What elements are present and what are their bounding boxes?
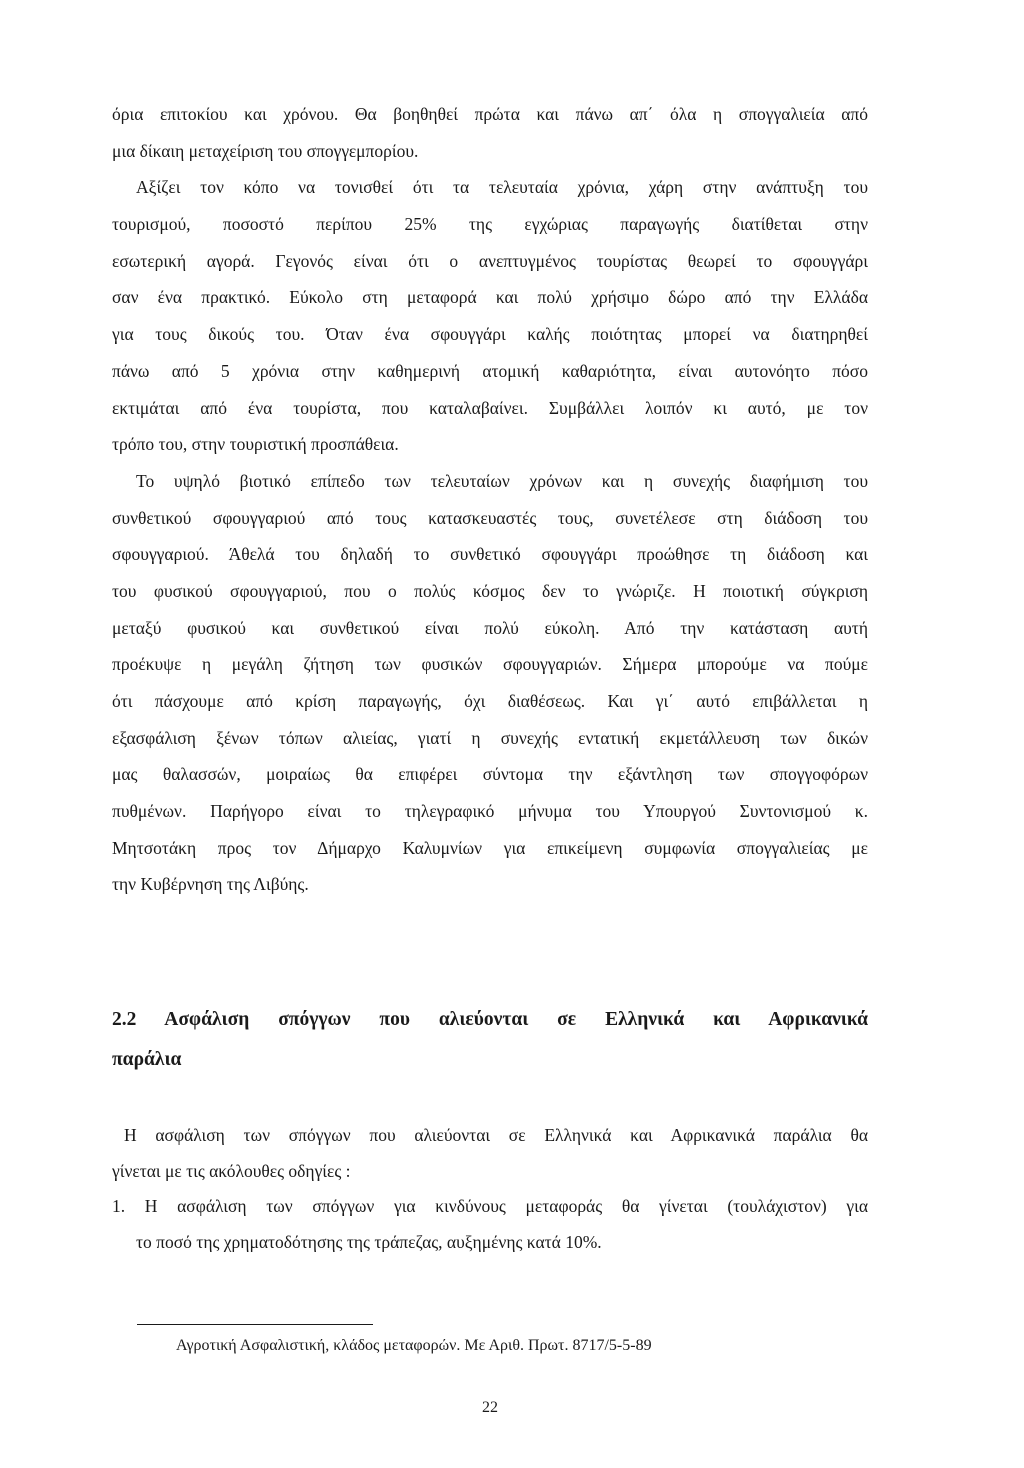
- body-line-21: Μητσοτάκη προς τον Δήμαρχο Καλυμνίων για επικείμενη συμφωνία σπογγαλιείας με: [112, 837, 868, 858]
- body-line-14: του φυσικού σφουγγαριού, που ο πολύς κόσμος δεν το γνώριζε. Η ποιοτική σύγκριση: [112, 580, 868, 601]
- section-line-3: 1. Η ασφάλιση των σπόγγων για κινδύνους μεταφοράς θα γίνεται (τουλάχιστον) για: [112, 1196, 868, 1216]
- body-line-7: για τους δικούς του. Όταν ένα σφουγγάρι καλής ποιότητας μπορεί να διατηρηθεί: [112, 324, 868, 345]
- section-line-1: Η ασφάλιση των σπόγγων που αλιεύονται σε Ελληνικά και Αφρικανικά παράλια θα: [124, 1125, 868, 1145]
- body-line-4: τουρισμού, ποσοστό περίπου 25% της εγχώριας παραγωγής διατίθεται στην: [112, 214, 868, 235]
- body-line-2: μια δίκαιη μεταχείριση του σπογγεμπορίου.: [112, 140, 419, 161]
- section-heading-line-2: παράλια: [112, 1049, 182, 1070]
- body-line-22: την Κυβέρνηση της Λιβύης.: [112, 874, 309, 895]
- body-line-12: συνθετικού σφουγγαριού από τους κατασκευαστές τους, συνετέλεσε στη διάδοση του: [112, 507, 868, 528]
- section-heading: [112, 1000, 868, 1080]
- section-line-2: γίνεται με τις ακόλουθες οδηγίες :: [112, 1160, 351, 1181]
- body-line-10: τρόπο του, στην τουριστική προσπάθεια.: [112, 434, 399, 455]
- body-line-5: εσωτερική αγορά. Γεγονός είναι ότι ο ανεπτυγμένος τουρίστας θεωρεί το σφουγγάρι: [112, 250, 868, 271]
- body-line-13: σφουγγαριού. Άθελά του δηλαδή το συνθετικό σφουγγάρι προώθησε τη διάδοση και: [112, 544, 868, 565]
- body-line-16: προέκυψε η μεγάλη ζήτηση των φυσικών σφουγγαριών. Σήμερα μπορούμε να πούμε: [112, 654, 868, 675]
- section-line-4: το ποσό της χρηματοδότησης της τράπεζας, αυξημένης κατά 10%.: [136, 1231, 602, 1252]
- footnote: Αγροτική Ασφαλιστική, κλάδος μεταφορών. Με Αριθ. Πρωτ. 8717/5-5-89: [176, 1337, 652, 1354]
- body-line-18: εξασφάλιση ξένων τόπων αλιείας, γιατί η συνεχής εντατική εκμετάλλευση των δικών: [112, 727, 868, 748]
- section-text: [112, 1118, 868, 1260]
- footnote-divider: [137, 1324, 373, 1325]
- body-line-11: Το υψηλό βιοτικό επίπεδο των τελευταίων χρόνων και η συνεχής διαφήμιση του: [136, 470, 868, 491]
- section-heading-line-1: 2.2 Ασφάλιση σπόγγων που αλιεύονται σε Ελληνικά και Αφρικανικά: [112, 1009, 868, 1030]
- page-number: 22: [482, 1399, 498, 1416]
- body-line-15: μεταξύ φυσικού και συνθετικού είναι πολύ εύκολη. Από την κατάσταση αυτή: [112, 617, 868, 638]
- body-text: [112, 96, 868, 903]
- body-line-1: όρια επιτοκίου και χρόνου. Θα βοηθηθεί πρώτα και πάνω απ΄ όλα η σπογγαλιεία από: [112, 104, 868, 124]
- body-line-8: πάνω από 5 χρόνια στην καθημερινή ατομική καθαριότητα, είναι αυτονόητο πόσο: [112, 360, 868, 381]
- body-line-3: Αξίζει τον κόπο να τονισθεί ότι τα τελευταία χρόνια, χάρη στην ανάπτυξη του: [136, 177, 868, 198]
- body-line-9: εκτιμάται από ένα τουρίστα, που καταλαβαίνει. Συμβάλλει λοιπόν κι αυτό, με τον: [112, 397, 868, 418]
- body-line-17: ότι πάσχουμε από κρίση παραγωγής, όχι διαθέσεως. Και γι΄ αυτό επιβάλλεται η: [112, 691, 868, 711]
- body-line-20: πυθμένων. Παρήγορο είναι το τηλεγραφικό μήνυμα του Υπουργού Συντονισμού κ.: [112, 801, 868, 822]
- body-line-19: μας θαλασσών, μοιραίως θα επιφέρει σύντομα την εξάντληση των σπογγοφόρων: [112, 764, 868, 785]
- body-line-6: σαν ένα πρακτικό. Εύκολο στη μεταφορά και πολύ χρήσιμο δώρο από την Ελλάδα: [112, 287, 868, 308]
